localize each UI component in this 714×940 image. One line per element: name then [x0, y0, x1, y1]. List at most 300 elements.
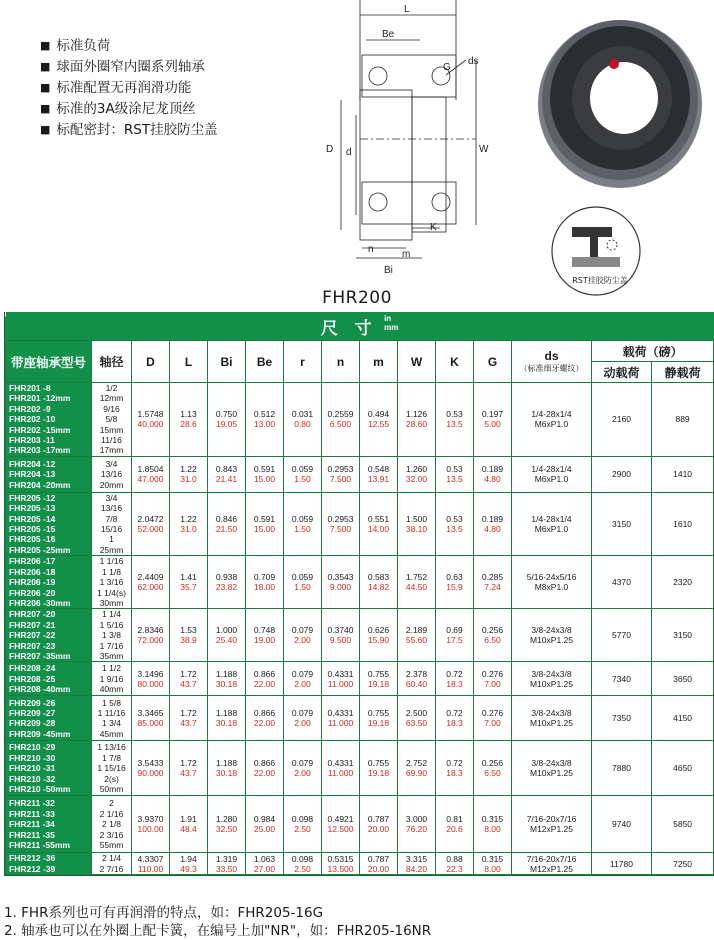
shaft-size: 1 3/16 [99, 577, 124, 588]
bearing-section-drawing [316, 0, 516, 280]
model-number: FHR206 -17 [9, 556, 56, 567]
value-mm: 100.00 [137, 824, 164, 835]
model-cell [6, 609, 92, 662]
shaft-cell [92, 492, 132, 555]
value-mm: 33.50 [215, 863, 238, 874]
notes [4, 904, 431, 940]
dim-cell-n [322, 456, 360, 492]
value-in: 1.188 [215, 758, 238, 769]
value-mm: 11.000 [327, 678, 354, 689]
value-in: 0.3543 [327, 572, 354, 583]
dim-cell-W [398, 853, 436, 875]
dim-label-d: d [346, 147, 352, 158]
unit-label: in mm [384, 313, 399, 332]
dim-cell-m [360, 383, 398, 457]
dim-cell-W [398, 492, 436, 555]
value-in: 0.5315 [327, 853, 354, 864]
dim-cell-Be [246, 383, 284, 457]
model-number: FHR208 -25 [9, 673, 56, 684]
value-mm: 43.7 [180, 678, 197, 689]
value-in: 4.3307 [137, 853, 164, 864]
col-header-K: K [436, 341, 474, 383]
value-in: 0.276 [481, 668, 504, 679]
value-in: 1.41 [180, 572, 197, 583]
shaft-size: 2(s) [104, 773, 119, 784]
model-number: FHR205 -16 [9, 534, 56, 545]
value-mm: 20.00 [367, 824, 390, 835]
thread-spec: M10xP1.25 [530, 678, 573, 689]
shaft-cell [92, 383, 132, 457]
value-mm: 2.50 [294, 863, 311, 874]
dim-cell-m [360, 741, 398, 796]
dim-cell-m [360, 492, 398, 555]
value-in: 0.189 [481, 514, 504, 525]
value-in: 1.22 [180, 464, 197, 475]
value-in: 0.197 [481, 409, 504, 420]
shaft-size: 12mm [99, 393, 124, 404]
table-row [6, 796, 714, 853]
model-cell [6, 796, 92, 853]
value-mm: 62.000 [137, 582, 164, 593]
thread-spec: 3/8-24x3/8 [531, 758, 572, 769]
value-mm: 2.00 [294, 718, 311, 729]
dim-cell-L [170, 609, 208, 662]
value-in: 0.3740 [327, 625, 354, 636]
dim-cell-r [284, 456, 322, 492]
value-in: 3.9370 [137, 814, 164, 825]
spec-table [5, 312, 714, 875]
static-load: 4650 [652, 741, 714, 796]
value-mm: 38.10 [405, 524, 428, 535]
dim-cell-L [170, 796, 208, 853]
thread-spec: M6xP1.0 [534, 419, 569, 430]
dim-label-Bi: Bi [384, 265, 393, 276]
dim-cell-G [474, 456, 512, 492]
shaft-size: 1/2 [105, 383, 118, 393]
value-in: 1.063 [253, 853, 276, 864]
value-in: 2.189 [405, 625, 428, 636]
value-mm: 32.00 [405, 474, 428, 485]
value-mm: 30.18 [215, 768, 238, 779]
value-in: 0.031 [291, 409, 314, 420]
shaft-size: 40mm [99, 684, 124, 695]
ds-cell [512, 662, 592, 696]
model-cell [6, 556, 92, 609]
value-in: 0.755 [367, 668, 390, 679]
value-in: 1.8504 [137, 464, 164, 475]
model-number: FHR210 -31 [9, 763, 56, 774]
value-in: 2.378 [405, 668, 428, 679]
model-number: FHR209 -45mm [9, 728, 71, 739]
thread-spec: 1/4-28x1/4 [531, 514, 572, 525]
dim-cell-W [398, 456, 436, 492]
value-mm: 2.00 [294, 768, 311, 779]
dim-cell-Bi [208, 696, 246, 741]
shaft-cell [92, 796, 132, 853]
value-mm: 11.000 [327, 718, 354, 729]
value-mm: 90.000 [137, 768, 164, 779]
value-in: 2.0472 [137, 514, 164, 525]
shaft-size: 2 3/16 [99, 829, 124, 840]
value-in: 0.4331 [327, 708, 354, 719]
value-in: 0.315 [481, 814, 504, 825]
ds-cell [512, 383, 592, 457]
dim-cell-D [132, 796, 170, 853]
value-mm: 17.5 [446, 635, 463, 646]
value-in: 1.72 [180, 758, 197, 769]
model-number: FHR202 -10 [9, 414, 56, 425]
shaft-size: 1 1/2 [102, 663, 121, 674]
shaft-size: 1 7/8 [102, 752, 121, 763]
thread-spec: 1/4-28x1/4 [531, 409, 572, 420]
col-header-Be: Be [246, 341, 284, 383]
value-in: 1.500 [405, 514, 428, 525]
dim-cell-Be [246, 853, 284, 875]
value-in: 1.188 [215, 668, 238, 679]
value-mm: 14.82 [367, 582, 390, 593]
value-mm: 7.00 [484, 718, 501, 729]
value-mm: 4.80 [484, 524, 501, 535]
value-mm: 22.00 [253, 768, 276, 779]
ds-header-note: （标准细牙螺纹） [519, 364, 584, 373]
dim-cell-G [474, 796, 512, 853]
value-in: 0.591 [253, 464, 276, 475]
feature-item: ■ 标准配置无再润滑功能 [40, 78, 218, 99]
dim-cell-G [474, 556, 512, 609]
value-in: 0.315 [481, 853, 504, 864]
dim-cell-K [436, 383, 474, 457]
value-mm: 43.7 [180, 718, 197, 729]
ds-cell [512, 696, 592, 741]
model-number: FHR207 -21 [9, 619, 56, 630]
value-in: 0.750 [215, 409, 238, 420]
value-in: 0.846 [215, 514, 238, 525]
dim-cell-Be [246, 609, 284, 662]
value-in: 1.72 [180, 708, 197, 719]
ds-cell [512, 609, 592, 662]
dim-cell-K [436, 492, 474, 555]
value-mm: 32.50 [215, 824, 238, 835]
model-number: FHR211 -33 [9, 808, 55, 819]
table-row [6, 383, 714, 457]
shaft-size: 2 1/16 [99, 808, 124, 819]
dim-cell-r [284, 609, 322, 662]
dim-title: 尺 寸 [320, 318, 378, 338]
shaft-cell [92, 662, 132, 696]
value-mm: 25.40 [215, 635, 238, 646]
dim-label-n: n [368, 244, 374, 255]
value-mm: 63.50 [405, 718, 428, 729]
thread-spec: 7/16-20x7/16 [526, 814, 577, 825]
dynamic-load: 2160 [592, 383, 652, 457]
dim-cell-m [360, 456, 398, 492]
ds-cell [512, 492, 592, 555]
value-in: 1.13 [180, 409, 197, 420]
value-mm: 13.5 [446, 474, 463, 485]
table-row [6, 556, 714, 609]
static-load: 1610 [652, 492, 714, 555]
thread-spec: 5/16-24x5/16 [526, 572, 577, 583]
shaft-size: 1 1/4(s) [97, 587, 126, 598]
table-row [6, 662, 714, 696]
dim-cell-K [436, 556, 474, 609]
model-number: FHR202 -15mm [9, 424, 71, 435]
dim-cell-r [284, 796, 322, 853]
value-mm: 6.500 [329, 419, 352, 430]
ds-cell [512, 741, 592, 796]
shaft-cell [92, 696, 132, 741]
static-load: 1410 [652, 456, 714, 492]
value-in: 2.500 [405, 708, 428, 719]
value-in: 0.059 [291, 572, 314, 583]
dim-cell-W [398, 662, 436, 696]
dim-cell-r [284, 696, 322, 741]
value-in: 0.059 [291, 464, 314, 475]
dim-cell-W [398, 796, 436, 853]
value-mm: 110.00 [137, 863, 164, 874]
dynamic-load: 2900 [592, 456, 652, 492]
model-number: FHR201 -8 [9, 383, 51, 393]
static-load: 7250 [652, 853, 714, 875]
value-in: 0.787 [367, 814, 390, 825]
shaft-size: 50mm [99, 783, 124, 794]
value-in: 0.748 [253, 625, 276, 636]
thread-spec: M12xP1.25 [530, 863, 573, 874]
thread-spec: M6xP1.0 [534, 524, 569, 535]
value-in: 0.098 [291, 814, 314, 825]
value-in: 2.8346 [137, 625, 164, 636]
spec-table-wrap [4, 312, 714, 876]
shaft-size: 13/16 [100, 503, 123, 514]
value-mm: 31.0 [180, 524, 197, 535]
dim-cell-r [284, 741, 322, 796]
note-item: 1. FHR系列也可有再润滑的特点，如：FHR205-16G [4, 905, 324, 921]
shaft-size: 30mm [99, 597, 124, 608]
value-in: 0.72 [446, 708, 463, 719]
model-number: FHR210 -29 [9, 742, 56, 753]
value-mm: 15.90 [367, 635, 390, 646]
value-mm: 31.0 [180, 474, 197, 485]
dim-cell-r [284, 556, 322, 609]
model-number: FHR205 -15 [9, 524, 56, 535]
dim-cell-D [132, 556, 170, 609]
value-mm: 15.00 [253, 524, 276, 535]
dim-cell-L [170, 696, 208, 741]
value-in: 0.256 [481, 625, 504, 636]
col-header-W: W [398, 341, 436, 383]
value-mm: 9.500 [329, 635, 352, 646]
model-number: FHR212 -36 [9, 853, 56, 864]
model-number: FHR203 -17mm [9, 445, 71, 456]
dynamic-load: 4370 [592, 556, 652, 609]
dim-cell-W [398, 383, 436, 457]
dim-cell-W [398, 696, 436, 741]
value-in: 0.079 [291, 625, 314, 636]
feature-item: ■ 标准负荷 [40, 36, 218, 57]
value-mm: 25.00 [253, 824, 276, 835]
value-mm: 7.500 [329, 474, 352, 485]
shaft-size: 1 15/16 [97, 763, 126, 774]
dim-cell-Be [246, 741, 284, 796]
dim-cell-Bi [208, 662, 246, 696]
value-mm: 13.5 [446, 524, 463, 535]
value-in: 0.984 [253, 814, 276, 825]
dim-label-K: K [430, 222, 437, 233]
value-mm: 30.18 [215, 678, 238, 689]
dim-cell-G [474, 662, 512, 696]
value-mm: 13.00 [253, 419, 276, 430]
value-in: 0.72 [446, 758, 463, 769]
col-header-static: 静载荷 [652, 362, 714, 383]
thread-spec: M12xP1.25 [530, 824, 573, 835]
value-in: 0.285 [481, 572, 504, 583]
dim-cell-n [322, 796, 360, 853]
value-in: 2.4409 [137, 572, 164, 583]
value-in: 0.787 [367, 853, 390, 864]
col-header-dynamic: 动载荷 [592, 362, 652, 383]
value-in: 0.583 [367, 572, 390, 583]
ds-cell [512, 796, 592, 853]
dim-cell-Bi [208, 383, 246, 457]
shaft-size: 5/8 [105, 414, 118, 425]
model-number: FHR205 -12 [9, 492, 56, 503]
value-mm: 1.50 [294, 524, 311, 535]
value-mm: 19.18 [367, 718, 390, 729]
static-load: 3650 [652, 662, 714, 696]
dim-cell-n [322, 696, 360, 741]
shaft-size: 9/16 [103, 403, 120, 414]
value-mm: 13.91 [367, 474, 390, 485]
value-mm: 85.000 [137, 718, 164, 729]
shaft-size: 25mm [99, 544, 124, 555]
value-mm: 84.20 [405, 863, 428, 874]
model-number: FHR206 -20 [9, 587, 56, 598]
shaft-size: 35mm [99, 650, 124, 661]
value-mm: 6.50 [484, 635, 501, 646]
value-in: 0.88 [446, 853, 463, 864]
shaft-size: 20mm [99, 479, 124, 490]
thread-spec: 1/4-28x1/4 [531, 464, 572, 475]
value-in: 0.551 [367, 514, 390, 525]
dim-cell-n [322, 609, 360, 662]
value-mm: 15.00 [253, 474, 276, 485]
value-mm: 52.000 [137, 524, 164, 535]
value-mm: 9.000 [329, 582, 352, 593]
model-number: FHR201 -12mm [9, 393, 71, 404]
dim-cell-L [170, 492, 208, 555]
value-in: 1.53 [180, 625, 197, 636]
value-mm: 22.3 [446, 863, 463, 874]
shaft-size: 1 7/16 [99, 640, 124, 651]
dim-label-Be: Be [382, 29, 395, 40]
value-in: 0.81 [446, 814, 463, 825]
dim-label-m: m [402, 249, 411, 260]
dim-cell-m [360, 796, 398, 853]
shaft-size: 1 9/16 [99, 673, 124, 684]
model-number: FHR207 -22 [9, 630, 56, 641]
value-in: 0.53 [446, 409, 463, 420]
model-number: FHR211 -32 [9, 798, 55, 809]
model-number: FHR209 -28 [9, 718, 56, 729]
dim-cell-Be [246, 696, 284, 741]
dim-cell-D [132, 853, 170, 875]
value-in: 0.755 [367, 708, 390, 719]
col-header-n: n [322, 341, 360, 383]
dim-cell-K [436, 456, 474, 492]
dim-cell-D [132, 741, 170, 796]
dim-cell-m [360, 556, 398, 609]
shaft-size: 1 3/8 [102, 630, 121, 641]
dim-label-ds: ds [468, 56, 479, 67]
feature-list [40, 36, 218, 141]
table-row [6, 609, 714, 662]
model-number: FHR209 -27 [9, 707, 56, 718]
model-number: FHR207 -35mm [9, 650, 71, 661]
value-in: 3.1496 [137, 668, 164, 679]
value-mm: 14.00 [367, 524, 390, 535]
dim-cell-Be [246, 492, 284, 555]
value-in: 3.5433 [137, 758, 164, 769]
dim-label-W: W [479, 144, 489, 155]
value-mm: 2.50 [294, 824, 311, 835]
value-in: 0.494 [367, 409, 390, 420]
col-header-model: 带座轴承型号 [6, 341, 92, 383]
value-mm: 69.90 [405, 768, 428, 779]
model-number: FHR212 -39 [9, 863, 56, 874]
model-number: FHR206 -19 [9, 577, 56, 588]
value-mm: 21.50 [215, 524, 238, 535]
shaft-size: 15/16 [100, 524, 123, 535]
model-number: FHR210 -30 [9, 752, 56, 763]
dim-cell-K [436, 741, 474, 796]
thread-spec: 3/8-24x3/8 [531, 668, 572, 679]
value-in: 0.2953 [327, 514, 354, 525]
dim-cell-Bi [208, 796, 246, 853]
value-mm: 18.3 [446, 768, 463, 779]
shaft-size: 17mm [99, 445, 124, 456]
dim-cell-L [170, 556, 208, 609]
feature-item: ■ 球面外圈窄内圈系列轴承 [40, 57, 218, 78]
value-mm: 48.4 [180, 824, 197, 835]
shaft-size: 2 7/16 [99, 863, 124, 874]
value-mm: 47.000 [137, 474, 164, 485]
dim-cell-D [132, 456, 170, 492]
shaft-cell [92, 556, 132, 609]
value-mm: 11.000 [327, 768, 354, 779]
value-in: 0.4331 [327, 758, 354, 769]
dim-cell-L [170, 456, 208, 492]
value-in: 0.2559 [327, 409, 354, 420]
value-in: 0.709 [253, 572, 276, 583]
model-number: FHR202 -9 [9, 403, 51, 414]
value-mm: 43.7 [180, 768, 197, 779]
shaft-size: 1 [109, 534, 114, 545]
value-mm: 12.500 [327, 824, 354, 835]
model-cell [6, 853, 92, 875]
value-mm: 7.00 [484, 678, 501, 689]
value-in: 0.098 [291, 853, 314, 864]
value-in: 0.4331 [327, 668, 354, 679]
ds-cell [512, 456, 592, 492]
feature-item: ■ 标配密封：RST挂胶防尘盖 [40, 120, 218, 141]
value-in: 0.591 [253, 514, 276, 525]
value-in: 0.63 [446, 572, 463, 583]
value-mm: 2.00 [294, 678, 311, 689]
shaft-size: 3/4 [105, 458, 118, 469]
dim-cell-K [436, 853, 474, 875]
dim-cell-K [436, 609, 474, 662]
col-header-load: 载荷（磅） [592, 341, 714, 362]
